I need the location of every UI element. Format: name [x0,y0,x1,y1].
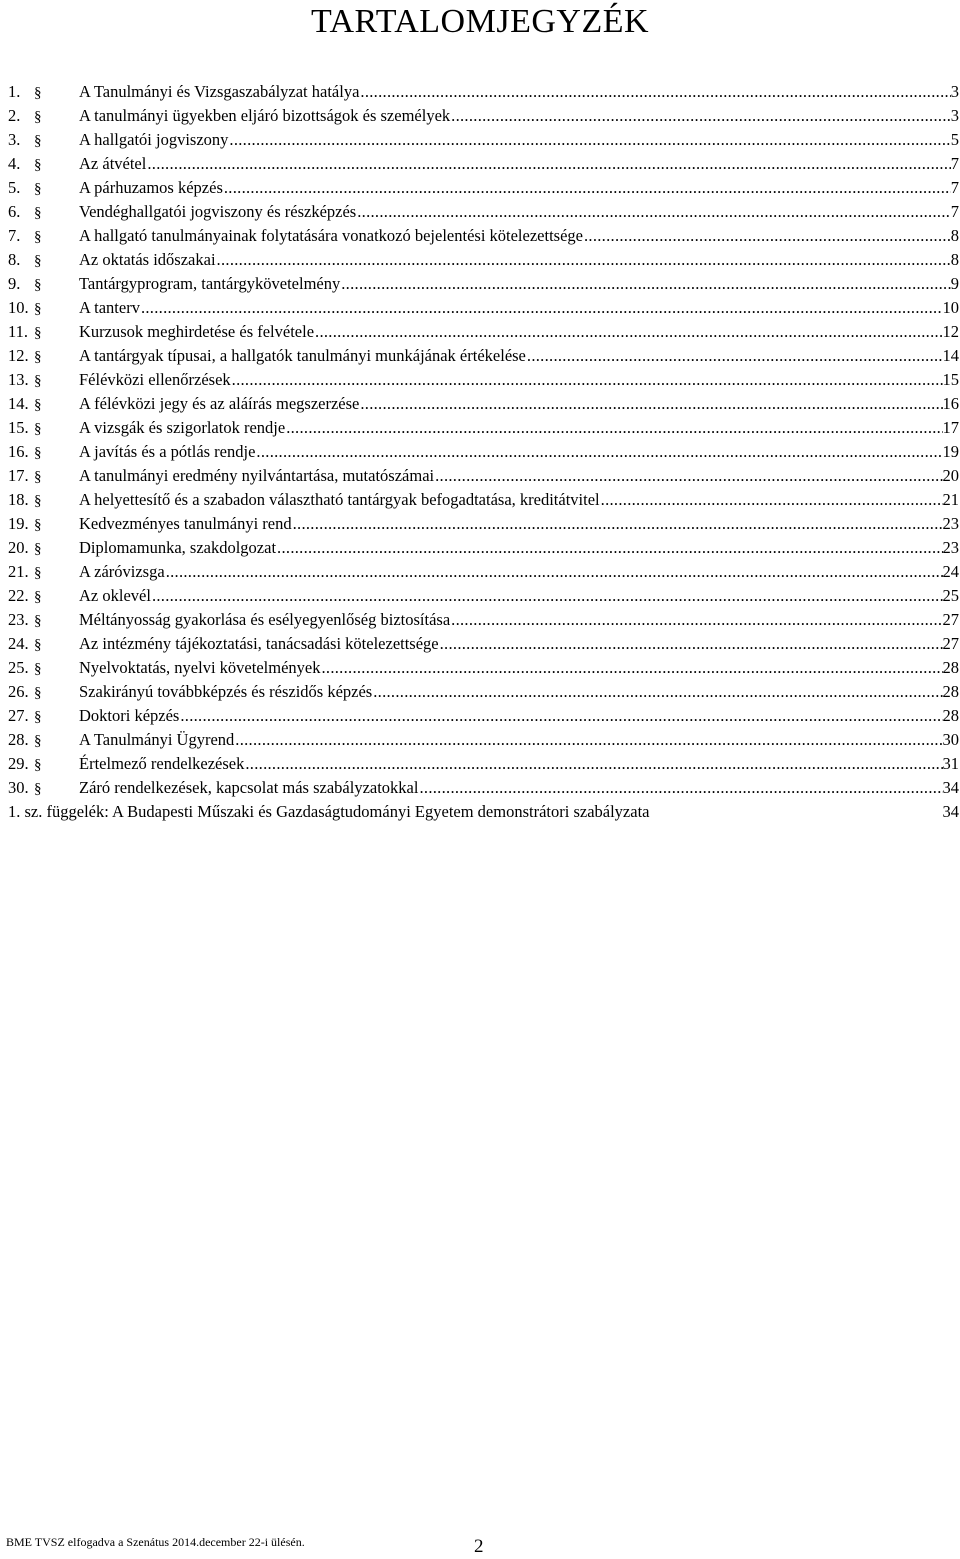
toc-entry[interactable] [8,440,960,464]
toc-entry-label: A párhuzamos képzés [79,178,223,197]
toc-entry-number: 26. [8,682,29,701]
toc-entry-page: 7 [950,202,959,221]
toc-entry-page: 28 [942,682,959,701]
toc-entry-number: 7. [8,226,21,245]
toc-entry-number: 13. [8,370,29,389]
toc-entry-page: 20 [942,466,959,485]
section-sign-icon: § [34,565,42,581]
section-sign-icon: § [34,517,42,533]
toc-entry[interactable] [8,296,960,320]
dot-leader [320,656,942,680]
section-sign-icon: § [34,253,42,269]
toc-entry[interactable] [8,560,960,584]
toc-entry-page: 10 [942,298,959,317]
dot-leader [356,200,951,224]
toc-entry-number: 30. [8,778,29,797]
page-title: TARTALOMJEGYZÉK [310,3,650,40]
toc-entry-page: 17 [942,418,959,437]
toc-entry-number: 11. [8,322,29,341]
toc-entry[interactable] [8,488,960,512]
toc-entry-number: 21. [8,562,29,581]
toc-entry-number: 16. [8,442,29,461]
toc-entry-label: Doktori képzés [79,706,180,725]
toc-entry-page: 28 [942,658,959,677]
toc-entry-page: 31 [942,754,959,773]
toc-entry-number: 17. [8,466,29,485]
toc-entry-number: 1. [8,82,21,101]
footer-note: BME TVSZ elfogadva a Szenátus 2014.december 22-i ülésén. [6,1535,305,1549]
toc-entry[interactable] [8,632,960,656]
toc-entry-label: Az átvétel [79,154,147,173]
toc-entry-page: 8 [950,226,959,245]
toc-entry-number: 14. [8,394,29,413]
toc-appendix-label: 1. sz. függelék: A Budapesti Műszaki és Gazdaságtudományi Egyetem demonstrátori szabályzata [8,802,650,821]
table-of-contents [8,80,960,824]
toc-entry[interactable] [8,752,960,776]
toc-entry-label: A vizsgák és szigorlatok rendje [79,418,286,437]
toc-entry-page: 21 [942,490,959,509]
toc-entry-label: Tantárgyprogram, tantárgykövetelmény [79,274,341,293]
toc-entry-label: Az oktatás időszakai [79,250,216,269]
section-sign-icon: § [34,541,42,557]
toc-entry[interactable] [8,776,960,800]
toc-entry-label: A záróvizsga [79,562,165,581]
page-number: 2 [474,1536,484,1557]
dot-leader [450,608,942,632]
toc-entry[interactable] [8,512,960,536]
section-sign-icon: § [34,133,42,149]
toc-entry-number: 27. [8,706,29,725]
toc-entry-label: Kurzusok meghirdetése és felvétele [79,322,315,341]
toc-entry[interactable] [8,536,960,560]
toc-entry-label: A félévközi jegy és az aláírás megszerzése [79,394,360,413]
toc-entry-number: 12. [8,346,29,365]
toc-entry-label: A javítás és a pótlás rendje [79,442,256,461]
toc-entry-page: 7 [950,154,959,173]
toc-entry-label: A Tanulmányi Ügyrend [79,730,235,749]
dot-leader [359,80,950,104]
section-sign-icon: § [34,733,42,749]
section-sign-icon: § [34,637,42,653]
toc-entry-number: 24. [8,634,29,653]
section-sign-icon: § [34,397,42,413]
toc-entry[interactable] [8,704,960,728]
toc-entry[interactable] [8,680,960,704]
toc-entry-label: A helyettesítő és a szabadon választható tantárgyak befogadtatása, kreditátvitel [79,490,600,509]
toc-entry-number: 28. [8,730,29,749]
toc-entry[interactable] [8,728,960,752]
section-sign-icon: § [34,445,42,461]
dot-leader [434,464,942,488]
dot-leader [146,152,950,176]
toc-entry-label: A tanulmányi ügyekben eljáró bizottságok és személyek [79,106,451,125]
toc-entry[interactable] [8,152,960,176]
section-sign-icon: § [34,781,42,797]
section-sign-icon: § [34,109,42,125]
dot-leader [285,416,942,440]
toc-entry-number: 20. [8,538,29,557]
toc-entry-page: 24 [942,562,959,581]
section-sign-icon: § [34,373,42,389]
toc-entry[interactable] [8,608,960,632]
toc-entry-number: 3. [8,130,21,149]
toc-entry-page: 14 [942,346,959,365]
toc-entry[interactable] [8,176,960,200]
toc-entry-number: 9. [8,274,21,293]
dot-leader [450,104,951,128]
toc-entry-label: A hallgatói jogviszony [79,130,229,149]
dot-leader [223,176,951,200]
section-sign-icon: § [34,685,42,701]
dot-leader [165,560,943,584]
toc-entry-page: 25 [942,586,959,605]
toc-entry[interactable] [8,344,960,368]
dot-leader [600,488,943,512]
toc-entry-page: 3 [950,82,959,101]
toc-entry-page: 27 [942,634,959,653]
section-sign-icon: § [34,589,42,605]
toc-entry-number: 8. [8,250,21,269]
section-sign-icon: § [34,325,42,341]
section-sign-icon: § [34,757,42,773]
toc-entry-label: Vendéghallgatói jogviszony és részképzés [79,202,357,221]
toc-entry-label: Félévközi ellenőrzések [79,370,231,389]
section-sign-icon: § [34,157,42,173]
toc-entry-label: A hallgató tanulmányainak folytatására vonatkozó bejelentési kötelezettsége [79,226,583,245]
toc-appendix-entry[interactable] [8,800,960,824]
toc-entry-label: Kedvezményes tanulmányi rend [79,514,292,533]
dot-leader [255,440,942,464]
toc-entry-number: 5. [8,178,21,197]
dot-leader [439,632,943,656]
toc-entry-label: A tanterv [79,298,140,317]
section-sign-icon: § [34,301,42,317]
toc-entry-page: 23 [942,538,959,557]
dot-leader [228,128,950,152]
toc-entry[interactable] [8,128,960,152]
toc-entry-label: A tantárgyak típusai, a hallgatók tanulmányi munkájának értékelése [79,346,526,365]
section-sign-icon: § [34,493,42,509]
dot-leader [151,584,943,608]
toc-entry-number: 19. [8,514,29,533]
section-sign-icon: § [34,469,42,485]
section-sign-icon: § [34,277,42,293]
dot-leader [583,224,951,248]
dot-leader [314,320,942,344]
section-sign-icon: § [34,229,42,245]
section-sign-icon: § [34,205,42,221]
section-sign-icon: § [34,181,42,197]
toc-entry-number: 23. [8,610,29,629]
toc-entry[interactable] [8,464,960,488]
dot-leader [340,272,951,296]
toc-entry-label: Szakirányú továbbképzés és részidős képzés [79,682,373,701]
toc-entry-number: 10. [8,298,29,317]
toc-entry[interactable] [8,272,960,296]
dot-leader [140,296,943,320]
dot-leader [244,752,942,776]
toc-entry[interactable] [8,224,960,248]
dot-leader [292,512,943,536]
toc-entry[interactable] [8,200,960,224]
toc-entry-number: 22. [8,586,29,605]
toc-entry-number: 18. [8,490,29,509]
toc-entry-number: 4. [8,154,21,173]
toc-appendix-page: 34 [942,802,959,821]
toc-entry-number: 25. [8,658,29,677]
toc-entry[interactable] [8,320,960,344]
toc-entry-page: 16 [942,394,959,413]
toc-entry-page: 9 [950,274,959,293]
toc-entry-page: 15 [942,370,959,389]
dot-leader [276,536,942,560]
toc-entry[interactable] [8,416,960,440]
toc-entry-label: Az oklevél [79,586,151,605]
toc-entry-page: 28 [942,706,959,725]
toc-entry-page: 30 [942,730,959,749]
section-sign-icon: § [34,613,42,629]
toc-entry-page: 19 [942,442,959,461]
toc-entry-page: 23 [942,514,959,533]
dot-leader [234,728,942,752]
toc-entry-label: Az intézmény tájékoztatási, tanácsadási kötelezettsége [79,634,439,653]
toc-entry-label: Záró rendelkezések, kapcsolat más szabályzatokkal [79,778,419,797]
toc-entry-page: 7 [950,178,959,197]
dot-leader [231,368,943,392]
toc-entry[interactable] [8,392,960,416]
dot-leader [526,344,943,368]
section-sign-icon: § [34,661,42,677]
toc-entry-label: A tanulmányi eredmény nyilvántartása, mutatószámai [79,466,435,485]
toc-entry-page: 5 [950,130,959,149]
toc-entry-label: Méltányosság gyakorlása és esélyegyenlőség biztosítása [79,610,451,629]
toc-entry[interactable] [8,104,960,128]
dot-leader [179,704,942,728]
dot-leader [418,776,942,800]
dot-leader [372,680,942,704]
toc-entry-label: A Tanulmányi és Vizsgaszabályzat hatálya [79,82,360,101]
section-sign-icon: § [34,349,42,365]
toc-entry[interactable] [8,584,960,608]
toc-entry-number: 2. [8,106,21,125]
toc-entry-page: 8 [950,250,959,269]
section-sign-icon: § [34,421,42,437]
toc-entry-page: 3 [950,106,959,125]
dot-leader [359,392,942,416]
toc-entry-label: Értelmező rendelkezések [79,754,245,773]
toc-entry-label: Nyelvoktatás, nyelvi követelmények [79,658,321,677]
toc-entry[interactable] [8,248,960,272]
section-sign-icon: § [34,85,42,101]
toc-entry[interactable] [8,80,960,104]
toc-entry-number: 6. [8,202,21,221]
toc-entry-page: 34 [942,778,959,797]
toc-entry-page: 12 [942,322,959,341]
section-sign-icon: § [34,709,42,725]
dot-leader [216,248,951,272]
toc-entry-number: 15. [8,418,29,437]
toc-entry-page: 27 [942,610,959,629]
toc-entry-label: Diplomamunka, szakdolgozat [79,538,277,557]
toc-entry[interactable] [8,656,960,680]
toc-entry[interactable] [8,368,960,392]
toc-entry-number: 29. [8,754,29,773]
